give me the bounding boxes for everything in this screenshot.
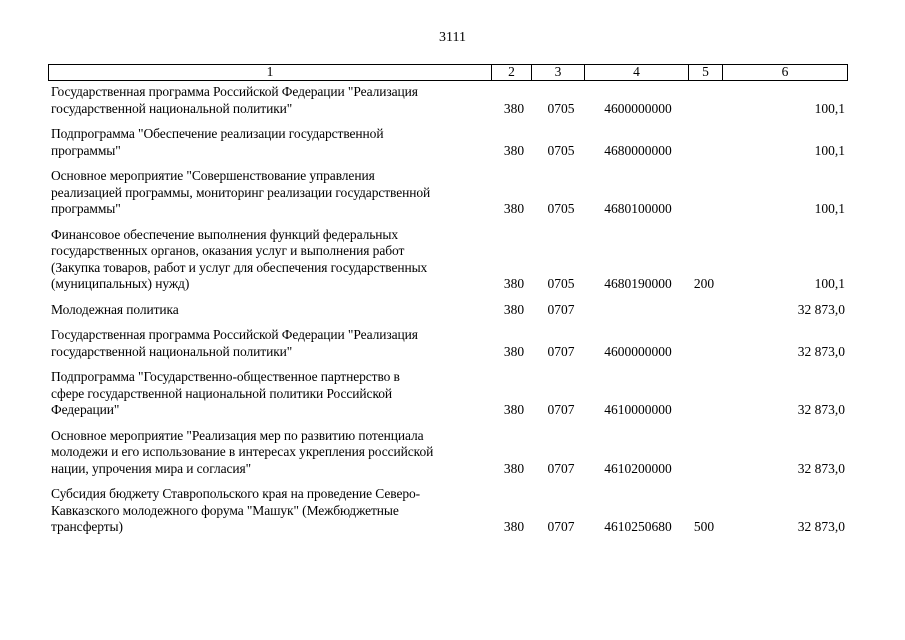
header-cell-1: 1 — [49, 64, 492, 81]
row-c6: 100,1 — [814, 276, 845, 291]
row-name-line: молодежи и его использование в интересах укрепления российской — [51, 444, 434, 459]
row-c3: 0705 — [547, 142, 575, 158]
row-name-line: (муниципальных) нужд) — [51, 276, 190, 291]
row-c3: 0707 — [547, 460, 575, 476]
row-c6: 32 873,0 — [797, 301, 845, 317]
row-c4: 4600000000 — [604, 100, 672, 116]
row-c6: 32 873,0 — [797, 460, 845, 476]
row-c2: 380 — [503, 301, 525, 317]
row-name-line: Молодежная политика — [51, 301, 179, 317]
row-c6: 32 873,0 — [797, 402, 845, 417]
row-c2: 380 — [503, 276, 525, 291]
row-c2: 380 — [503, 142, 525, 158]
row-c4: 4600000000 — [604, 343, 672, 359]
header-cell-2: 2 — [492, 64, 532, 81]
row-c2: 380 — [503, 343, 525, 359]
row-c5: 500 — [693, 519, 715, 534]
row-name — [48, 369, 491, 419]
row-name-line: (Закупка товаров, работ и услуг для обеспечения государственных — [51, 259, 428, 275]
row-name-line: государственных органов, оказания услуг и выполнения работ — [51, 243, 405, 258]
row-c4: 4680000000 — [604, 142, 672, 158]
row-c2: 380 — [503, 100, 525, 116]
row-c3: 0707 — [547, 301, 575, 317]
row-name — [48, 327, 491, 360]
row-name-line: государственной национальной политики" — [51, 100, 293, 116]
row-name — [48, 84, 491, 117]
row-name-line: Государственная программа Российской Федерации "Реализация — [51, 327, 418, 342]
row-name-line: Субсидия бюджету Ставропольского края на проведение Северо- — [51, 486, 421, 501]
table-row — [48, 369, 847, 419]
row-name — [48, 486, 491, 536]
row-name-line: государственной национальной политики" — [51, 343, 293, 359]
table-row — [48, 84, 847, 117]
header-cell-6: 6 — [723, 64, 848, 81]
row-name — [48, 168, 491, 218]
row-name-line: трансферты) — [51, 519, 123, 534]
row-c3: 0707 — [547, 519, 575, 534]
table-row — [48, 168, 847, 218]
table-row — [48, 486, 847, 536]
row-c3: 0707 — [547, 402, 575, 417]
table-row — [48, 227, 847, 293]
header-cell-5: 5 — [689, 64, 723, 81]
row-c2: 380 — [503, 460, 525, 476]
row-c6: 100,1 — [814, 201, 845, 216]
row-c4: 4610250680 — [604, 519, 672, 534]
table-row — [48, 126, 847, 159]
table-header — [48, 64, 847, 81]
row-name — [48, 126, 491, 159]
row-name — [48, 428, 491, 478]
row-name-line: Основное мероприятие "Реализация мер по развитию потенциала — [51, 427, 424, 443]
table-row — [48, 327, 847, 360]
row-c5: 200 — [693, 276, 715, 291]
row-c3: 0707 — [547, 343, 575, 359]
row-c4: 4610200000 — [604, 460, 672, 476]
table-row — [48, 428, 847, 478]
row-name — [48, 302, 491, 319]
row-c2: 380 — [503, 201, 525, 216]
row-c6: 100,1 — [814, 100, 845, 116]
row-name-line: реализацией программы, мониторинг реализации государственной — [51, 184, 431, 200]
row-c4: 4610000000 — [604, 402, 672, 417]
row-name-line: Государственная программа Российской Федерации "Реализация — [51, 84, 418, 99]
row-name — [48, 227, 491, 293]
table-body — [48, 84, 847, 545]
row-name-line: Основное мероприятие "Совершенствование управления — [51, 168, 375, 183]
row-name-line: Федерации" — [51, 402, 120, 417]
row-c4: 4680190000 — [604, 276, 672, 291]
row-name-line: сфере государственной национальной политики Российской — [51, 385, 392, 401]
page-number: 3111 — [439, 30, 466, 45]
row-c2: 380 — [503, 519, 525, 534]
header-cell-3: 3 — [532, 64, 585, 81]
row-name-line: Финансовое обеспечение выполнения функций федеральных — [51, 226, 399, 242]
header-cell-4: 4 — [585, 64, 689, 81]
row-name-line: Подпрограмма "Обеспечение реализации государственной — [51, 126, 384, 141]
row-c6: 32 873,0 — [797, 343, 845, 359]
row-c2: 380 — [503, 402, 525, 417]
row-name-line: Подпрограмма "Государственно-общественное партнерство в — [51, 369, 400, 384]
row-c3: 0705 — [547, 100, 575, 116]
row-c4: 4680100000 — [604, 201, 672, 216]
row-name-line: нации, упрочения мира и согласия" — [51, 460, 252, 476]
row-name-line: программы" — [51, 142, 121, 158]
row-name-line: Кавказского молодежного форума "Машук" (Межбюджетные — [51, 502, 399, 518]
table-row — [48, 302, 847, 319]
row-c6: 32 873,0 — [797, 519, 845, 534]
row-name-line: программы" — [51, 201, 121, 216]
row-c3: 0705 — [547, 276, 575, 291]
row-c6: 100,1 — [814, 142, 845, 158]
row-c3: 0705 — [547, 201, 575, 216]
